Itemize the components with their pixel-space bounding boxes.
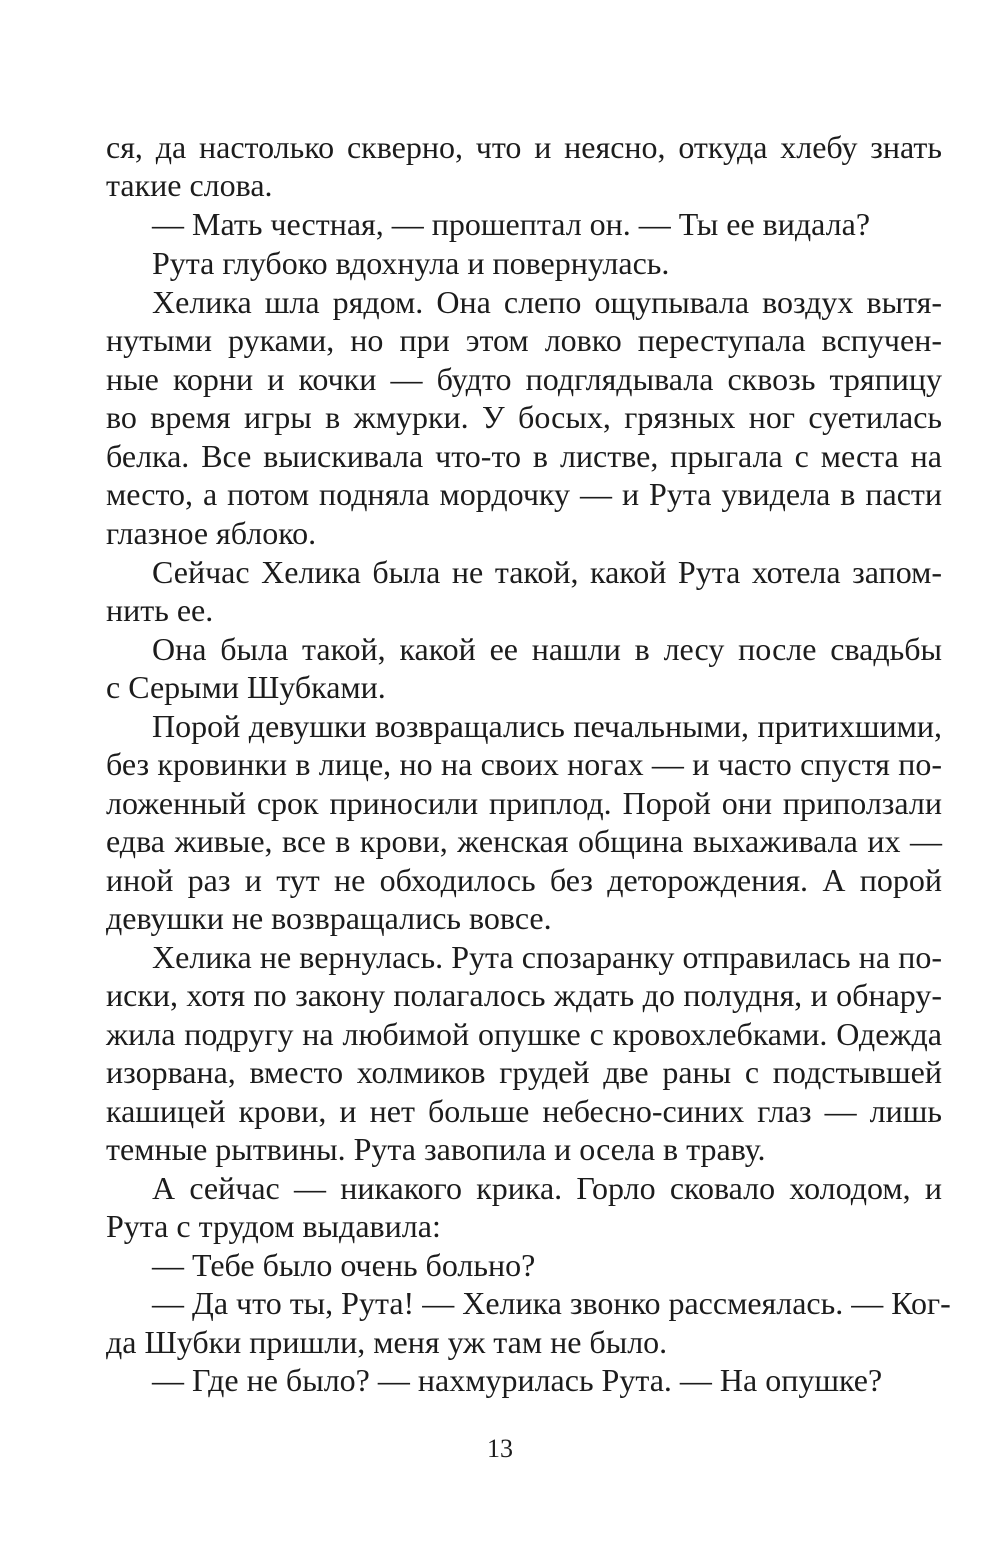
text-line: Хелика не вернулась. Рута спозаранку отправилась на по- xyxy=(152,939,942,975)
text-line: кашицей крови, и нет больше небесно-синих глаз — лишь xyxy=(106,1093,942,1129)
text-line: А сейчас — никакого крика. Горло сковало холодом, и xyxy=(152,1170,942,1206)
text-line: девушки не возвращались вовсе. xyxy=(106,900,552,936)
text-line: белка. Все выискивала что-то в листве, прыгала с места на xyxy=(106,438,942,474)
text-line: место, а потом подняла мордочку — и Рута увидела в пасти xyxy=(106,476,942,512)
text-line: глазное яблоко. xyxy=(106,515,317,551)
text-line: — Мать честная, — прошептал он. — Ты ее видала? xyxy=(152,206,871,242)
text-line: Хелика шла рядом. Она слепо ощупывала воздух вытя- xyxy=(152,284,942,320)
text-line: такие слова. xyxy=(106,167,273,203)
text-line: темные рытвины. Рута завопила и осела в траву. xyxy=(106,1131,766,1167)
text-line: изорвана, вместо холмиков грудей две раны с подстывшей xyxy=(106,1054,942,1090)
text-line: — Тебе было очень больно? xyxy=(152,1247,536,1283)
text-line: да Шубки пришли, меня уж там не было. xyxy=(106,1324,668,1360)
text-line: Рута с трудом выдавила: xyxy=(106,1208,441,1244)
text-line: Порой девушки возвращались печальными, притихшими, xyxy=(152,708,942,744)
text-line: Рута глубоко вдохнула и повернулась. xyxy=(152,245,670,281)
text-line: иски, хотя по закону полагалось ждать до полудня, и обнару- xyxy=(106,977,942,1013)
text-line: с Серыми Шубками. xyxy=(106,669,386,705)
text-line: едва живые, все в крови, женская община выхаживала их — xyxy=(106,823,942,859)
text-line: ложенный срок приносили приплод. Порой они приползали xyxy=(106,785,942,821)
text-line: ся, да настолько скверно, что и неясно, откуда хлебу знать xyxy=(106,129,942,165)
text-line: без кровинки в лице, но на своих ногах — и часто спустя по- xyxy=(106,746,942,782)
page-number: 13 xyxy=(487,1434,513,1463)
text-line: — Где не было? — нахмурилась Рута. — На опушке? xyxy=(152,1362,883,1398)
text-line: ные корни и кочки — будто подглядывала сквозь тряпицу xyxy=(106,361,942,397)
text-line: Сейчас Хелика была не такой, какой Рута хотела запом- xyxy=(152,554,942,590)
text-line: во время игры в жмурки. У босых, грязных ног суетилась xyxy=(106,399,942,435)
text-line: иной раз и тут не обходилось без деторождения. А порой xyxy=(106,862,942,898)
text-line: — Да что ты, Рута! — Хелика звонко рассмеялась. — Ког- xyxy=(152,1285,951,1321)
text-line: Она была такой, какой ее нашли в лесу после свадьбы xyxy=(152,631,942,667)
text-line: жила подругу на любимой опушке с кровохлебками. Одежда xyxy=(106,1016,942,1052)
text-line: нить ее. xyxy=(106,592,214,628)
text-line: нутыми руками, но при этом ловко переступала вспучен- xyxy=(106,322,942,358)
